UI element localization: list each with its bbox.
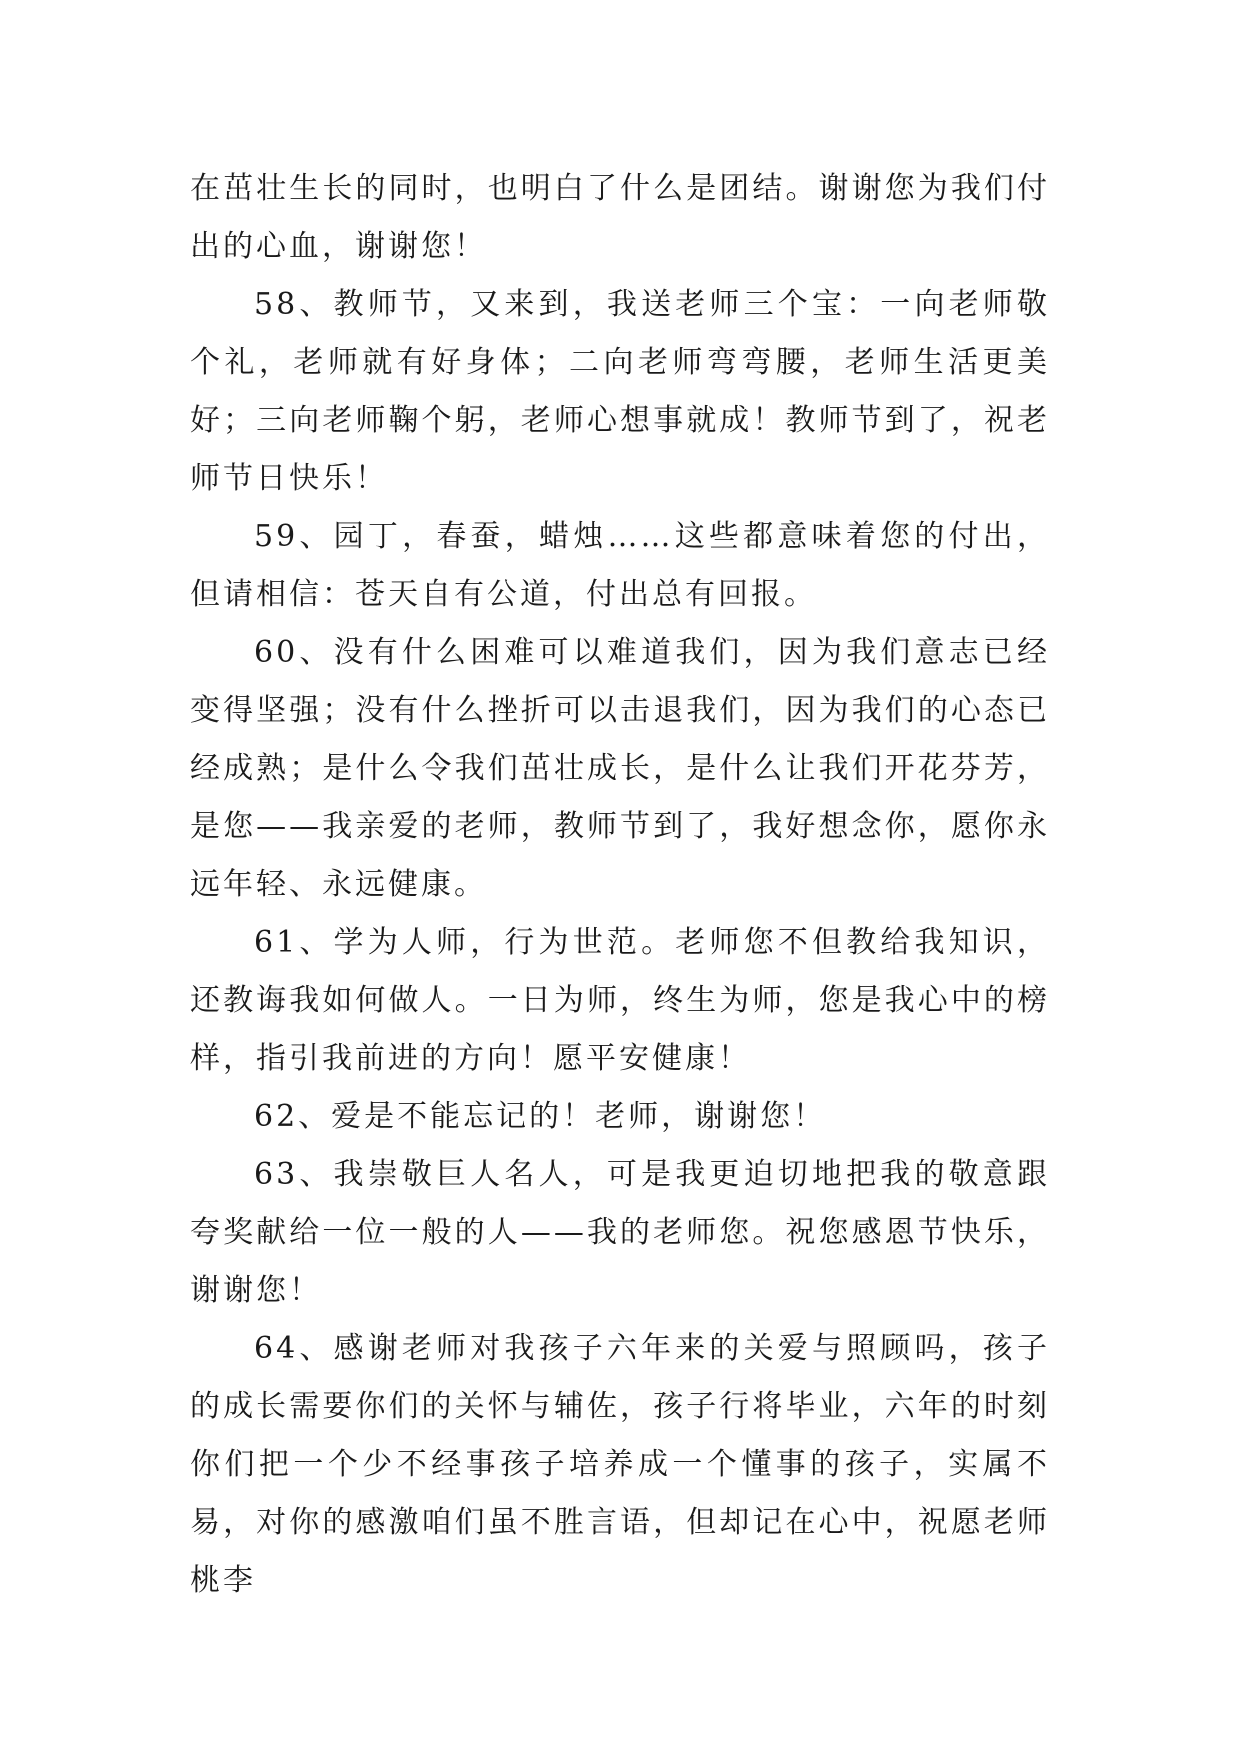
paragraph-59: 59、园丁，春蚕，蜡烛……这些都意味着您的付出，但请相信：苍天自有公道，付出总有回报。	[190, 519, 1050, 612]
paragraph-58: 58、教师节，又来到，我送老师三个宝：一向老师敬个礼，老师就有好身体；二向老师弯弯腰，老师生活更美好；三向老师鞠个躬，老师心想事就成！教师节到了，祝老师节日快乐！	[190, 287, 1050, 496]
paragraph-63: 63、我崇敬巨人名人，可是我更迫切地把我的敬意跟夸奖献给一位一般的人——我的老师您。祝您感恩节快乐，谢谢您！	[190, 1157, 1050, 1308]
paragraph-64: 64、感谢老师对我孩子六年来的关爱与照顾吗，孩子的成长需要你们的关怀与辅佐，孩子行将毕业，六年的时刻你们把一个少不经事孩子培养成一个懂事的孩子，实属不易，对你的感激咱们虽不胜言语，但却记在心中，祝愿老师桃李	[190, 1331, 1050, 1598]
paragraph-continuation: 在茁壮生长的同时，也明白了什么是团结。谢谢您为我们付出的心血，谢谢您！	[190, 171, 1050, 264]
paragraph-62: 62、爱是不能忘记的！老师，谢谢您！	[254, 1099, 827, 1134]
paragraph-61: 61、学为人师，行为世范。老师您不但教给我知识，还教诲我如何做人。一日为师，终生为师，您是我心中的榜样，指引我前进的方向！愿平安健康！	[190, 925, 1050, 1076]
paragraph-60: 60、没有什么困难可以难道我们，因为我们意志已经变得坚强；没有什么挫折可以击退我们，因为我们的心态已经成熟；是什么令我们茁壮成长，是什么让我们开花芬芳，是您——我亲爱的老师，教师节到了，我好想念你，愿你永远年轻、永远健康。	[190, 635, 1050, 902]
document-body	[190, 160, 1050, 1610]
